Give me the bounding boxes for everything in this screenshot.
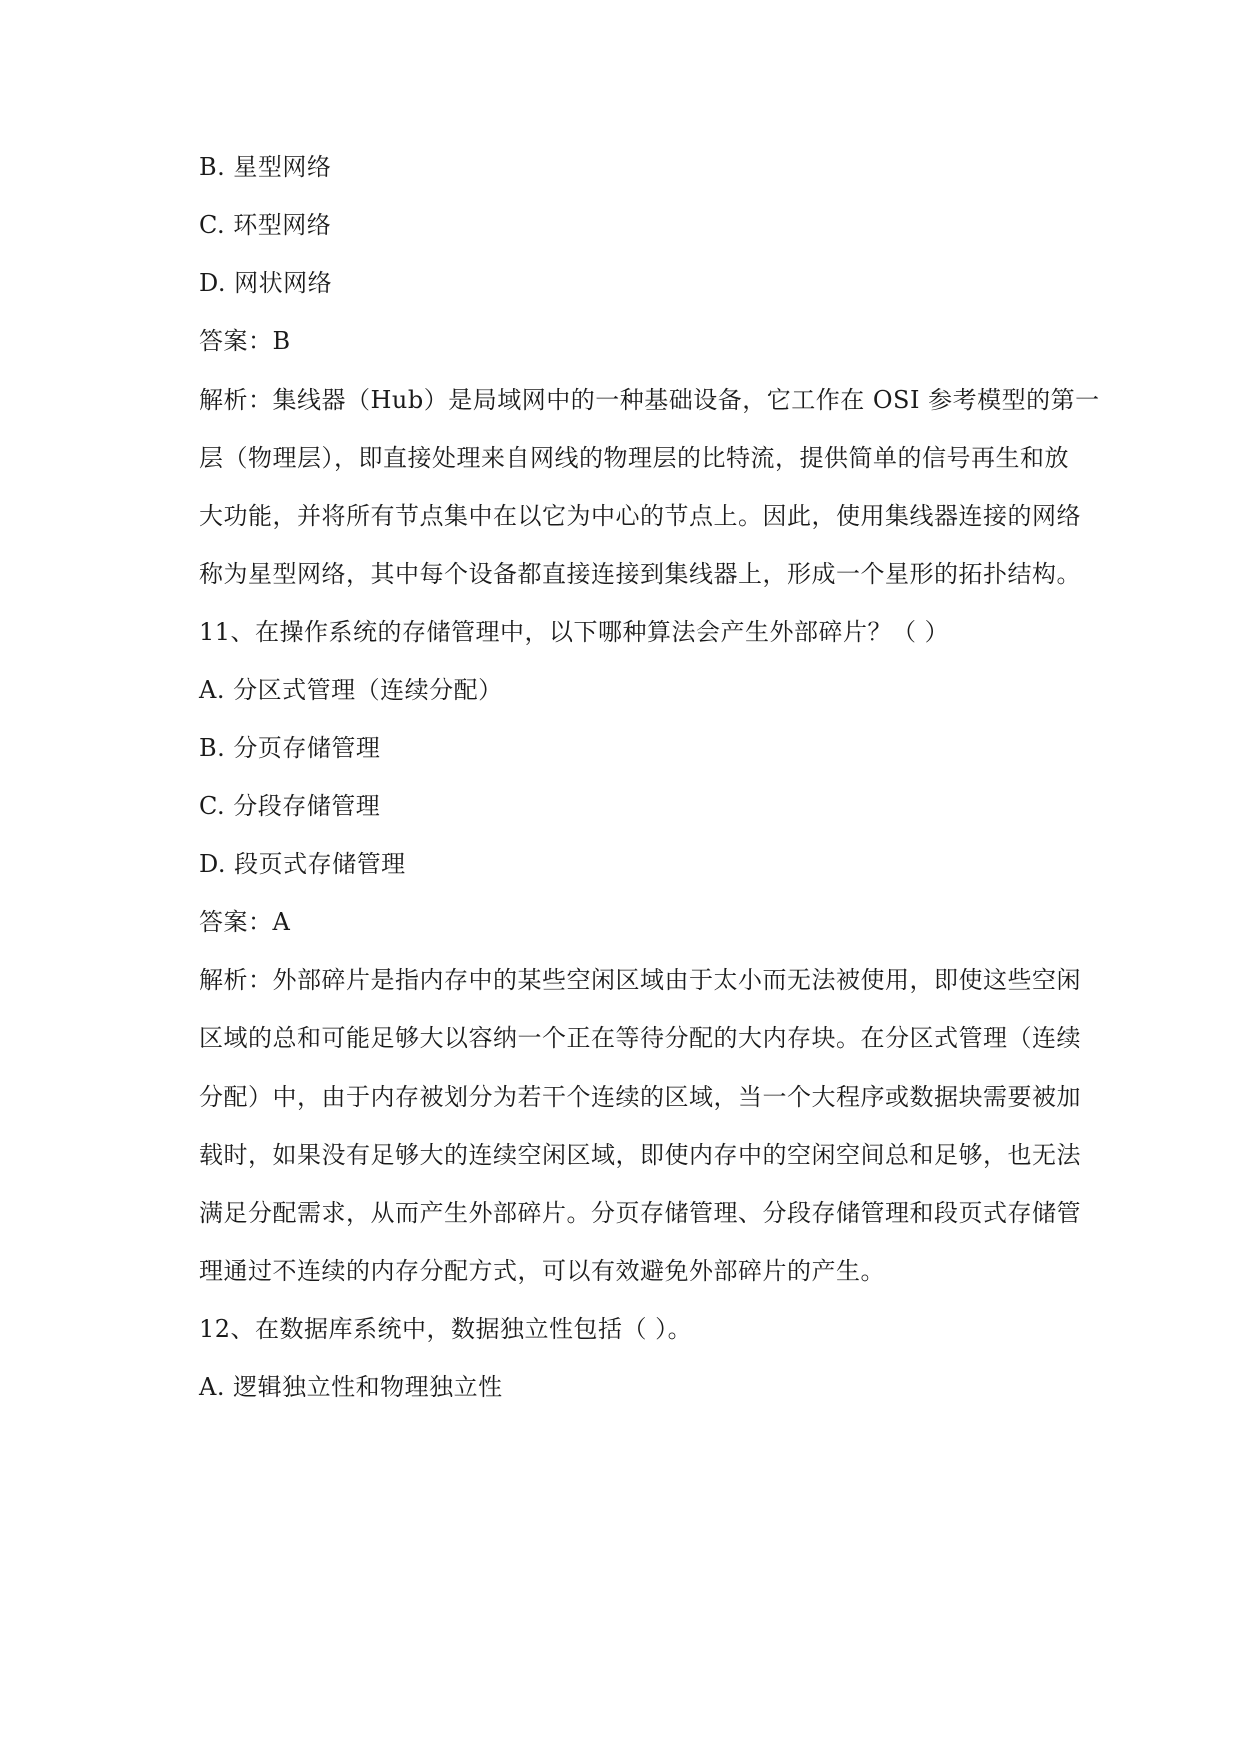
q12-question: 12、在数据库系统中，数据独立性包括（ ）。 [199,1315,693,1343]
q10-answer: 答案：B [199,327,291,355]
q11-option-d: D. 段页式存储管理 [199,850,406,878]
q10-option-c: C. 环型网络 [199,211,332,239]
q11-analysis-line: 解析：外部碎片是指内存中的某些空闲区域由于太小而无法被使用，即使这些空闲 [199,966,1081,994]
q11-option-c: C. 分段存储管理 [199,792,381,820]
q11-option-b: B. 分页存储管理 [199,734,381,762]
q11-analysis-line: 满足分配需求，从而产生外部碎片。分页存储管理、分段存储管理和段页式存储管 [199,1199,1081,1227]
q10-analysis-line: 层（物理层），即直接处理来自网线的物理层的比特流，提供简单的信号再生和放 [199,444,1069,472]
q11-analysis-line: 区域的总和可能足够大以容纳一个正在等待分配的大内存块。在分区式管理（连续 [199,1024,1081,1052]
q10-analysis-line: 大功能，并将所有节点集中在以它为中心的节点上。因此，使用集线器连接的网络 [199,502,1081,530]
q10-analysis-line: 解析：集线器（Hub）是局域网中的一种基础设备，它工作在 OSI 参考模型的第一 [199,386,1100,414]
q11-analysis-line: 分配）中，由于内存被划分为若干个连续的区域，当一个大程序或数据块需要被加 [199,1083,1081,1111]
q10-option-b: B. 星型网络 [199,153,332,181]
q11-option-a: A. 分区式管理（连续分配） [199,676,503,704]
q10-option-d: D. 网状网络 [199,269,333,297]
q10-analysis-line: 称为星型网络，其中每个设备都直接连接到集线器上，形成一个星形的拓扑结构。 [199,560,1081,588]
q11-analysis-line: 理通过不连续的内存分配方式，可以有效避免外部碎片的产生。 [199,1257,885,1285]
q11-question: 11、在操作系统的存储管理中，以下哪种算法会产生外部碎片？（ ） [199,618,950,646]
q11-analysis-line: 载时，如果没有足够大的连续空闲区域，即使内存中的空闲空间总和足够，也无法 [199,1141,1081,1169]
q12-option-a: A. 逻辑独立性和物理独立性 [199,1373,503,1401]
q11-answer: 答案：A [199,908,291,936]
